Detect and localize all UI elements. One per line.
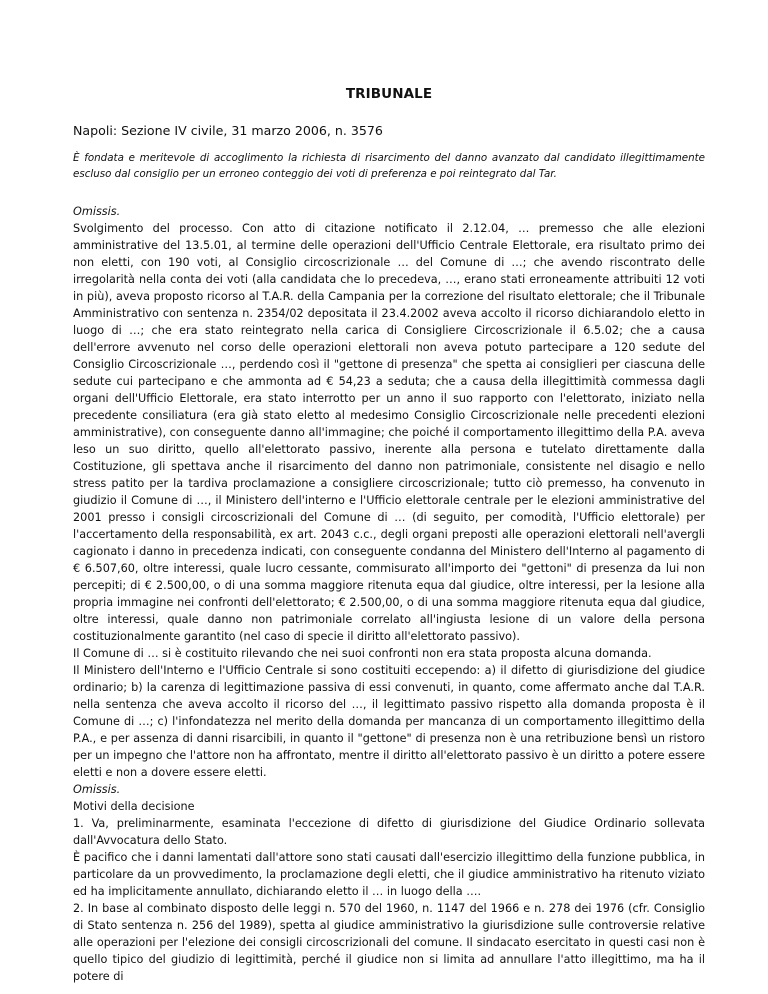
court-title: TRIBUNALE — [345, 86, 433, 102]
reason-paragraph: È pacifico che i danni lamentati dall'attore sono stati causati dall'esercizio illegittimo della funzione pubblica, in particolare da un provvedimento, la proclamazione degli eletti, che il giudice amministrativo ha ritenuto viziato ed ha implicitamente annullato, dichiarando eletto il … in luogo della …. — [73, 851, 705, 898]
reasons-heading: Motivi della decisione — [73, 800, 195, 813]
proceedings-paragraph: Svolgimento del processo. Con atto di citazione notificato il 2.12.04, … premesso che alle elezioni amministrative del 13.5.01, al termine delle operazioni dell'Ufficio Centrale Elettorale, era risultato primo dei non eletti, con 190 voti, al Consiglio circoscrizionale … del Comune di …; che avendo riscontrato delle irregolarità nella conta dei voti (alla candidata che lo precedeva, …, erano stati erroneamente attribuiti 12 voti in più), aveva proposto ricorso al T.A.R. della Campania per la correzione del risultato elettorale; che il Tribunale Amministrativo con sentenza n. 2354/02 depositata il 23.4.2002 aveva accolto il ricorso dichiarandolo eletto in luogo di …; che era stato reintegrato nella carica di Consigliere Circoscrizionale il 6.5.02; che a causa dell'errore avvenuto nel corso delle operazioni elettorali non aveva potuto partecipare a 120 sedute del Consiglio Circoscrizionale …, perdendo così il "gettone di presenza" che spetta ai consiglieri per ciascuna delle sedute cui partecipano e che ammonta ad € 54,23 a seduta; che a causa della illegittimità commessa dagli organi dell'Ufficio Elettorale, era stato interrotto per un anno il suo rapporto con l'elettorato, iniziato nella precedente consiliatura (era già stato eletto al medesimo Consiglio Circoscrizionale nelle precedenti elezioni amministrative), con conseguente danno all'immagine; che poiché il comportamento illegittimo della P.A. aveva leso un suo diritto, quello all'elettorato passivo, inerente alla persona e tutelato direttamente dalla Costituzione, gli spettava anche il risarcimento del danno non patrimoniale, consistente nel disagio e nello stress patito per la tardiva proclamazione a consigliere circoscrizionale; tutto ciò premesso, ha convenuto in giudizio il Comune di …, il Ministero dell'interno e l'Ufficio elettorale centrale per le elezioni amministrative del 2001 presso i consigli circoscrizionali del Comune di … (di seguito, per comodità, l'Ufficio elettorale) per l'accertamento della responsabilità, ex art. 2043 c.c., degli organi preposti alle operazioni elettorali nell'avergli cagionato i danno in precedenza indicati, con conseguente condanna del Ministero dell'Interno al pagamento di € 6.507,60, oltre interessi, quale lucro cessante, commisurato all'importo dei "gettoni" di presenza da lui non percepiti; di € 2.500,00, o di una somma maggiore ritenuta equa dal giudice, oltre interessi, per la lesione alla propria immagine nei confronti dell'elettorato; € 2.500,00, o di una somma maggiore ritenuta equa dal giudice, oltre interessi, quale danno non patrimoniale correlato all'ingiusta lesione di un valore della persona costituzionalmente garantito (nel caso di specie il diritto all'elettorato passivo). — [73, 222, 705, 643]
omissis-paragraph: Omissis. — [73, 205, 121, 218]
omissis-paragraph: Omissis. — [73, 783, 121, 796]
case-citation: Napoli: Sezione IV civile, 31 marzo 2006, n. 3576 — [73, 123, 383, 138]
ministry-paragraph: Il Ministero dell'Interno e l'Ufficio Centrale si sono costituiti eccependo: a) il difetto di giurisdizione del giudice ordinario; b) la carenza di legittimazione passiva di essi convenuti, in quanto, come affermato anche dal T.A.R. nella sentenza che aveva accolto il ricorso del …, il legittimato passivo rispetto alla domanda proposta è il Comune di …; c) l'infondatezza nel merito della domanda per mancanza di un comportamento illegittimo della P.A., e per assenza di danni risarcibili, in quanto il "gettone" di presenza non è una retribuzione bensì un ristoro per un impegno che l'attore non ha affrontato, mentre il diritto all'elettorato passivo è un diritto a potere essere eletti e non a dovere essere eletti. — [73, 664, 705, 779]
municipality-paragraph: Il Comune di … si è costituito rilevando che nei suoi confronti non era stata proposta alcuna domanda. — [73, 647, 652, 660]
reason-paragraph: 2. In base al combinato disposto delle leggi n. 570 del 1960, n. 1147 del 1966 e n. 278 dei 1976 (cfr. Consiglio di Stato sentenza n. 256 del 1989), spetta al giudice amministrativo la giurisdizione sulle controversie relative alle operazioni per l'elezione dei consigli circoscrizionali del comune. Il sindacato esercitato in questi casi non è quello tipico del giudizio di legittimità, perché il giudice non si limita ad annullare l'atto illegittimo, ma ha il potere di — [73, 902, 705, 983]
judgment-body — [73, 203, 705, 985]
reason-paragraph: 1. Va, preliminarmente, esaminata l'eccezione di difetto di giurisdizione del Giudice Ordinario sollevata dall'Avvocatura dello Stato. — [73, 817, 705, 847]
case-summary: È fondata e meritevole di accoglimento la richiesta di risarcimento del danno avanzato dal candidato illegittimamente escluso dal consiglio per un erroneo conteggio dei voti di preferenza e poi reintegrato dal Tar. — [73, 152, 705, 180]
